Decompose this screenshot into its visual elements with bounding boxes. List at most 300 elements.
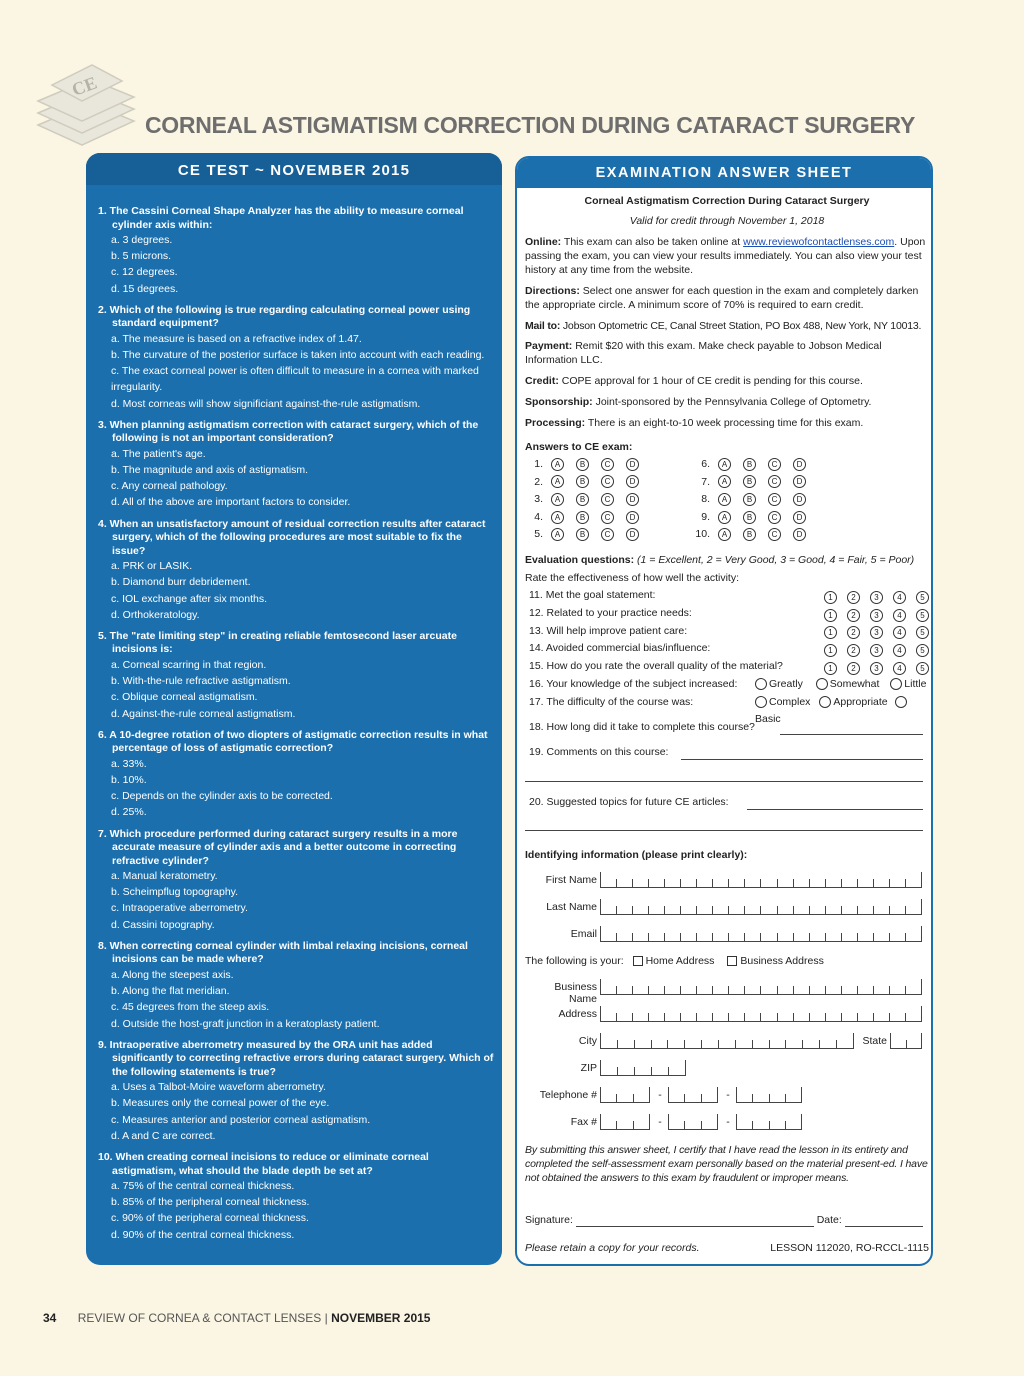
rating-bubble[interactable]: 5 xyxy=(916,591,929,604)
question-option: c. Any corneal pathology. xyxy=(111,480,228,493)
ce-logo xyxy=(30,55,140,155)
print-box[interactable] xyxy=(906,879,921,888)
print-box[interactable] xyxy=(753,1040,770,1049)
course-title: Corneal Astigmatism Correction During Cataract Surgery xyxy=(584,195,870,207)
print-box[interactable] xyxy=(786,1121,801,1130)
answer-bubble-a[interactable]: A xyxy=(718,493,731,506)
print-box[interactable] xyxy=(729,1013,745,1022)
print-box[interactable] xyxy=(702,1121,717,1130)
eval-q19-label: 19. Comments on this course: xyxy=(529,746,669,758)
print-box[interactable] xyxy=(649,906,665,915)
print-box[interactable] xyxy=(697,906,713,915)
print-box[interactable] xyxy=(685,1040,702,1049)
print-box[interactable] xyxy=(601,1121,617,1130)
rating-bubble[interactable]: 1 xyxy=(824,609,837,622)
print-box[interactable] xyxy=(652,1040,669,1049)
answer-bubble-c[interactable]: C xyxy=(601,493,614,506)
print-box[interactable] xyxy=(668,1040,685,1049)
address-boxes[interactable] xyxy=(600,1006,922,1022)
print-box[interactable] xyxy=(702,1094,717,1103)
print-box[interactable] xyxy=(737,1121,753,1130)
rating-bubbles xyxy=(824,625,929,642)
print-box[interactable] xyxy=(669,1094,685,1103)
rating-bubble[interactable]: 4 xyxy=(893,644,906,657)
answer-bubble-d[interactable]: D xyxy=(793,458,806,471)
answer-number: 7. xyxy=(701,475,710,488)
print-box[interactable] xyxy=(745,933,761,942)
eval-question-label: 12. Related to your practice needs: xyxy=(529,606,692,619)
question-option: b. Along the flat meridian. xyxy=(111,985,230,998)
last-name-label: Last Name xyxy=(546,901,597,913)
print-box[interactable] xyxy=(842,986,858,995)
print-box[interactable] xyxy=(810,879,826,888)
print-box[interactable] xyxy=(810,986,826,995)
business-address-checkbox[interactable] xyxy=(727,956,737,966)
rating-bubble[interactable]: 3 xyxy=(870,626,883,639)
print-box[interactable] xyxy=(681,906,697,915)
answer-bubble-a[interactable]: A xyxy=(718,528,731,541)
answer-bubble-c[interactable]: C xyxy=(768,475,781,488)
zip-boxes[interactable] xyxy=(600,1060,686,1076)
fax-prefix-boxes[interactable] xyxy=(668,1114,718,1130)
print-box[interactable] xyxy=(778,933,794,942)
print-box[interactable] xyxy=(753,1121,769,1130)
answer-bubble-b[interactable]: B xyxy=(576,475,589,488)
rating-bubble[interactable]: 5 xyxy=(916,609,929,622)
telephone-area-boxes[interactable] xyxy=(600,1087,650,1103)
answer-row xyxy=(692,509,818,526)
print-box[interactable] xyxy=(874,933,890,942)
answer-bubble-c[interactable]: C xyxy=(601,528,614,541)
answer-bubble-c[interactable]: C xyxy=(601,475,614,488)
rating-bubbles xyxy=(824,660,929,677)
answer-number: 9. xyxy=(701,510,710,523)
home-address-checkbox[interactable] xyxy=(633,956,643,966)
print-box[interactable] xyxy=(649,1013,665,1022)
print-box[interactable] xyxy=(891,1040,907,1049)
online-label: Online: xyxy=(525,236,562,248)
print-box[interactable] xyxy=(858,986,874,995)
answer-sheet-panel xyxy=(515,156,933,1266)
answer-bubble-c[interactable]: C xyxy=(768,511,781,524)
q17-complex-radio[interactable] xyxy=(755,696,767,708)
answer-bubble-c[interactable]: C xyxy=(768,458,781,471)
print-box[interactable] xyxy=(745,906,761,915)
print-box[interactable] xyxy=(906,1013,921,1022)
print-box[interactable] xyxy=(669,1067,685,1076)
print-box[interactable] xyxy=(770,1121,786,1130)
print-box[interactable] xyxy=(697,879,713,888)
q17-basic-radio[interactable] xyxy=(895,696,907,708)
print-box[interactable] xyxy=(634,1094,649,1103)
print-box[interactable] xyxy=(713,986,729,995)
print-box[interactable] xyxy=(617,906,633,915)
question-text: 9. Intraoperative aberrometry measured by the ORA unit has added significantly to correcting refractive errors during cataract surgery. Which of the following statements is true? xyxy=(98,1038,494,1078)
print-box[interactable] xyxy=(858,879,874,888)
print-box[interactable] xyxy=(697,933,713,942)
print-box[interactable] xyxy=(786,1094,801,1103)
rating-bubble[interactable]: 4 xyxy=(893,662,906,675)
question-option: a. The measure is based on a refractive index of 1.47. xyxy=(111,332,362,345)
answer-number: 10. xyxy=(695,528,710,541)
question-option: c. 45 degrees from the steep axis. xyxy=(111,1001,270,1014)
q17-appropriate-radio[interactable] xyxy=(819,696,831,708)
rating-bubble[interactable]: 1 xyxy=(824,591,837,604)
answer-bubble-d[interactable]: D xyxy=(793,528,806,541)
answer-bubble-c[interactable]: C xyxy=(768,493,781,506)
rating-bubble[interactable]: 5 xyxy=(916,644,929,657)
question-text: 1. The Cassini Corneal Shape Analyzer has the ability to measure corneal cylinder axis within: xyxy=(98,205,464,231)
signature-line[interactable] xyxy=(576,1215,814,1227)
q16-greatly-label: Greatly xyxy=(769,678,803,690)
question-option: b. Scheimpflug topography. xyxy=(111,886,239,899)
print-box[interactable] xyxy=(778,1013,794,1022)
answer-bubble-c[interactable]: C xyxy=(601,511,614,524)
answer-bubble-b[interactable]: B xyxy=(743,458,756,471)
directions-label: Directions: xyxy=(525,285,580,297)
print-box[interactable] xyxy=(601,1013,617,1022)
rating-bubble[interactable]: 5 xyxy=(916,662,929,675)
print-box[interactable] xyxy=(635,1040,652,1049)
q19-extra-line[interactable] xyxy=(525,774,923,782)
eval-row xyxy=(529,640,929,657)
print-box[interactable] xyxy=(713,906,729,915)
question-option: d. Most corneas will show significiant against-the-rule astigmatism. xyxy=(111,397,421,410)
answer-bubble-b[interactable]: B xyxy=(743,528,756,541)
print-box[interactable] xyxy=(697,986,713,995)
print-box[interactable] xyxy=(633,933,649,942)
print-box[interactable] xyxy=(681,1013,697,1022)
answer-bubble-b[interactable]: B xyxy=(576,511,589,524)
print-box[interactable] xyxy=(753,1094,769,1103)
print-box[interactable] xyxy=(874,906,890,915)
payment-text: Remit $20 with this exam. Make check payable to Jobson Medical Information LLC. xyxy=(525,340,882,366)
rating-bubble[interactable]: 1 xyxy=(824,644,837,657)
print-box[interactable] xyxy=(794,879,810,888)
print-box[interactable] xyxy=(761,879,777,888)
print-box[interactable] xyxy=(635,1067,652,1076)
address-type-label: The following is your: xyxy=(525,955,624,967)
print-box[interactable] xyxy=(770,1040,787,1049)
question-option: a. Manual keratometry. xyxy=(111,870,218,883)
print-box[interactable] xyxy=(890,906,906,915)
email-boxes[interactable] xyxy=(600,926,922,942)
print-box[interactable] xyxy=(890,879,906,888)
question-text: 10. When creating corneal incisions to reduce or eliminate corneal astigmatism, what should the blade depth be set at? xyxy=(98,1151,429,1177)
print-box[interactable] xyxy=(633,879,649,888)
print-box[interactable] xyxy=(745,986,761,995)
question-text: 2. Which of the following is true regarding calculating corneal power using standard equipment? xyxy=(98,303,471,330)
print-box[interactable] xyxy=(826,879,842,888)
print-box[interactable] xyxy=(617,1121,633,1130)
business-address-label: Business Address xyxy=(740,955,824,967)
answer-bubble-a[interactable]: A xyxy=(718,458,731,471)
print-box[interactable] xyxy=(890,986,906,995)
print-box[interactable] xyxy=(858,933,874,942)
online-url-link[interactable]: www.reviewofcontactlenses.com xyxy=(743,236,895,248)
print-box[interactable] xyxy=(665,933,681,942)
print-box[interactable] xyxy=(794,1013,810,1022)
print-box[interactable] xyxy=(729,906,745,915)
rating-bubble[interactable]: 3 xyxy=(870,662,883,675)
first-name-label: First Name xyxy=(545,874,597,886)
q20-extra-line[interactable] xyxy=(525,823,923,831)
print-box[interactable] xyxy=(681,879,697,888)
print-box[interactable] xyxy=(633,986,649,995)
print-box[interactable] xyxy=(729,879,745,888)
rating-bubble[interactable]: 3 xyxy=(870,644,883,657)
print-box[interactable] xyxy=(713,933,729,942)
print-box[interactable] xyxy=(601,1067,618,1076)
print-box[interactable] xyxy=(702,1040,719,1049)
rating-bubble[interactable]: 4 xyxy=(893,609,906,622)
answer-bubble-b[interactable]: B xyxy=(576,458,589,471)
print-box[interactable] xyxy=(858,1013,874,1022)
first-name-boxes[interactable] xyxy=(600,872,922,888)
print-box[interactable] xyxy=(794,906,810,915)
rating-bubble[interactable]: 2 xyxy=(847,626,860,639)
print-box[interactable] xyxy=(681,986,697,995)
print-box[interactable] xyxy=(745,879,761,888)
print-box[interactable] xyxy=(669,1121,685,1130)
print-box[interactable] xyxy=(890,933,906,942)
print-box[interactable] xyxy=(617,986,633,995)
business-name-boxes[interactable] xyxy=(600,979,922,995)
print-box[interactable] xyxy=(665,986,681,995)
sponsorship-label: Sponsorship: xyxy=(525,396,593,408)
eval-row xyxy=(529,605,929,622)
fax-label: Fax # xyxy=(570,1116,597,1128)
rating-bubbles xyxy=(824,589,929,606)
question-option: a. Uses a Talbot-Moire waveform aberrometry. xyxy=(111,1081,326,1094)
print-box[interactable] xyxy=(745,1013,761,1022)
answer-bubble-a[interactable]: A xyxy=(551,528,564,541)
print-box[interactable] xyxy=(810,933,826,942)
question-option: c. Intraoperative aberrometry. xyxy=(111,902,248,915)
question-option: a. 33%. xyxy=(111,757,147,770)
eval-question-label: 14. Avoided commercial bias/influence: xyxy=(529,642,711,655)
rating-bubble[interactable]: 1 xyxy=(824,626,837,639)
print-box[interactable] xyxy=(685,1094,701,1103)
print-box[interactable] xyxy=(842,879,858,888)
answer-number: 4. xyxy=(534,510,543,523)
print-box[interactable] xyxy=(729,986,745,995)
print-box[interactable] xyxy=(794,933,810,942)
print-box[interactable] xyxy=(617,879,633,888)
telephone-prefix-boxes[interactable] xyxy=(668,1087,718,1103)
q16-greatly-radio[interactable] xyxy=(755,678,767,690)
telephone-line-boxes[interactable] xyxy=(736,1087,802,1103)
print-box[interactable] xyxy=(810,906,826,915)
print-box[interactable] xyxy=(810,1013,826,1022)
print-box[interactable] xyxy=(803,1040,820,1049)
q19-input-line[interactable] xyxy=(681,748,923,760)
print-box[interactable] xyxy=(761,1013,777,1022)
print-box[interactable] xyxy=(601,1094,617,1103)
answer-bubble-a[interactable]: A xyxy=(551,475,564,488)
rating-bubble[interactable]: 2 xyxy=(847,609,860,622)
print-box[interactable] xyxy=(794,986,810,995)
answer-bubble-b[interactable]: B xyxy=(576,493,589,506)
rating-bubble[interactable]: 3 xyxy=(870,609,883,622)
print-box[interactable] xyxy=(618,1067,635,1076)
print-box[interactable] xyxy=(907,1040,922,1049)
answer-bubble-d[interactable]: D xyxy=(793,493,806,506)
answer-bubble-b[interactable]: B xyxy=(576,528,589,541)
print-box[interactable] xyxy=(874,879,890,888)
date-label: Date: xyxy=(816,1214,842,1226)
answer-bubble-b[interactable]: B xyxy=(743,493,756,506)
answer-bubble-d[interactable]: D xyxy=(626,511,639,524)
print-box[interactable] xyxy=(649,933,665,942)
svg-text:CE: CE xyxy=(69,72,100,100)
print-box[interactable] xyxy=(697,1013,713,1022)
answer-bubble-a[interactable]: A xyxy=(551,458,564,471)
eval-question-label: 15. How do you rate the overall quality of the material? xyxy=(529,660,783,673)
q16-somewhat-radio[interactable] xyxy=(816,678,828,690)
q20-input-line[interactable] xyxy=(747,798,923,810)
print-box[interactable] xyxy=(665,906,681,915)
print-box[interactable] xyxy=(874,1013,890,1022)
print-box[interactable] xyxy=(778,986,794,995)
print-box[interactable] xyxy=(761,933,777,942)
print-box[interactable] xyxy=(649,879,665,888)
answer-bubble-d[interactable]: D xyxy=(626,528,639,541)
processing-info xyxy=(525,416,929,430)
address-label: Address xyxy=(558,1008,597,1020)
print-box[interactable] xyxy=(786,1040,803,1049)
answer-bubble-a[interactable]: A xyxy=(718,511,731,524)
print-box[interactable] xyxy=(665,879,681,888)
print-box[interactable] xyxy=(649,986,665,995)
print-box[interactable] xyxy=(826,986,842,995)
print-box[interactable] xyxy=(719,1040,736,1049)
rating-bubbles xyxy=(824,607,929,624)
rating-bubble[interactable]: 2 xyxy=(847,591,860,604)
print-box[interactable] xyxy=(778,906,794,915)
print-box[interactable] xyxy=(601,986,617,995)
print-box[interactable] xyxy=(601,879,617,888)
print-box[interactable] xyxy=(778,879,794,888)
state-boxes[interactable] xyxy=(890,1033,922,1049)
print-box[interactable] xyxy=(736,1040,753,1049)
print-box[interactable] xyxy=(737,1094,753,1103)
answer-bubble-a[interactable]: A xyxy=(551,493,564,506)
print-box[interactable] xyxy=(617,1013,633,1022)
rating-bubble[interactable]: 5 xyxy=(916,626,929,639)
print-box[interactable] xyxy=(601,906,617,915)
question-option: a. The patient's age. xyxy=(111,447,206,460)
question-option: d. A and C are correct. xyxy=(111,1129,216,1142)
answer-bubble-a[interactable]: A xyxy=(551,511,564,524)
print-box[interactable] xyxy=(906,906,921,915)
answer-bubble-d[interactable]: D xyxy=(793,511,806,524)
question-option: c. Depends on the cylinder axis to be corrected. xyxy=(111,790,333,803)
print-box[interactable] xyxy=(713,879,729,888)
question-option: c. 12 degrees. xyxy=(111,266,178,279)
print-box[interactable] xyxy=(842,906,858,915)
print-box[interactable] xyxy=(842,1013,858,1022)
city-boxes[interactable] xyxy=(600,1033,854,1049)
rating-bubble[interactable]: 4 xyxy=(893,591,906,604)
print-box[interactable] xyxy=(633,1013,649,1022)
fax-area-boxes[interactable] xyxy=(600,1114,650,1130)
question-option: a. Along the steepest axis. xyxy=(111,968,234,981)
print-box[interactable] xyxy=(618,1040,635,1049)
print-box[interactable] xyxy=(826,933,842,942)
print-box[interactable] xyxy=(842,933,858,942)
print-box[interactable] xyxy=(617,1094,633,1103)
rating-bubble[interactable]: 2 xyxy=(847,662,860,675)
print-box[interactable] xyxy=(665,1013,681,1022)
print-box[interactable] xyxy=(652,1067,669,1076)
sponsorship-info xyxy=(525,395,929,409)
print-box[interactable] xyxy=(685,1121,701,1130)
rating-bubble[interactable]: 3 xyxy=(870,591,883,604)
city-label: City xyxy=(578,1035,597,1047)
q18-input-line[interactable] xyxy=(780,723,923,735)
directions-text: Select one answer for each question in the exam and completely darken the appropriate circle. A minimum score of 70% is required to earn credit. xyxy=(525,285,919,311)
rating-bubble[interactable]: 4 xyxy=(893,626,906,639)
payment-info xyxy=(525,339,929,367)
answer-bubble-a[interactable]: A xyxy=(718,475,731,488)
answer-bubble-b[interactable]: B xyxy=(743,511,756,524)
fax-line-boxes[interactable] xyxy=(736,1114,802,1130)
answer-bubble-d[interactable]: D xyxy=(626,458,639,471)
ce-test-panel xyxy=(86,153,502,1265)
print-box[interactable] xyxy=(633,906,649,915)
signature-row xyxy=(525,1213,929,1227)
print-box[interactable] xyxy=(634,1121,649,1130)
print-box[interactable] xyxy=(601,1040,618,1049)
date-line[interactable] xyxy=(845,1215,923,1227)
answer-bubble-d[interactable]: D xyxy=(626,475,639,488)
print-box[interactable] xyxy=(681,933,697,942)
print-box[interactable] xyxy=(601,933,617,942)
answer-bubble-c[interactable]: C xyxy=(768,528,781,541)
print-box[interactable] xyxy=(826,1013,842,1022)
q16-little-radio[interactable] xyxy=(890,678,902,690)
answer-bubble-d[interactable]: D xyxy=(626,493,639,506)
print-box[interactable] xyxy=(729,933,745,942)
telephone-label: Telephone # xyxy=(539,1089,597,1101)
print-box[interactable] xyxy=(858,906,874,915)
print-box[interactable] xyxy=(770,1094,786,1103)
print-box[interactable] xyxy=(890,1013,906,1022)
print-box[interactable] xyxy=(906,986,921,995)
print-box[interactable] xyxy=(826,906,842,915)
question-10 xyxy=(98,1151,494,1243)
question-option: a. Corneal scarring in that region. xyxy=(111,658,267,671)
print-box[interactable] xyxy=(820,1040,837,1049)
print-box[interactable] xyxy=(874,986,890,995)
answer-bubble-d[interactable]: D xyxy=(793,475,806,488)
print-box[interactable] xyxy=(837,1040,853,1049)
question-option: a. 3 degrees. xyxy=(111,234,173,246)
rating-bubble[interactable]: 1 xyxy=(824,662,837,675)
rating-bubble[interactable]: 2 xyxy=(847,644,860,657)
print-box[interactable] xyxy=(617,933,633,942)
print-box[interactable] xyxy=(906,933,921,942)
answer-row xyxy=(692,474,818,491)
answer-bubble-b[interactable]: B xyxy=(743,475,756,488)
print-box[interactable] xyxy=(761,986,777,995)
answer-bubble-c[interactable]: C xyxy=(601,458,614,471)
print-box[interactable] xyxy=(761,906,777,915)
question-option: b. 5 microns. xyxy=(111,250,172,263)
print-box[interactable] xyxy=(713,1013,729,1022)
last-name-boxes[interactable] xyxy=(600,899,922,915)
